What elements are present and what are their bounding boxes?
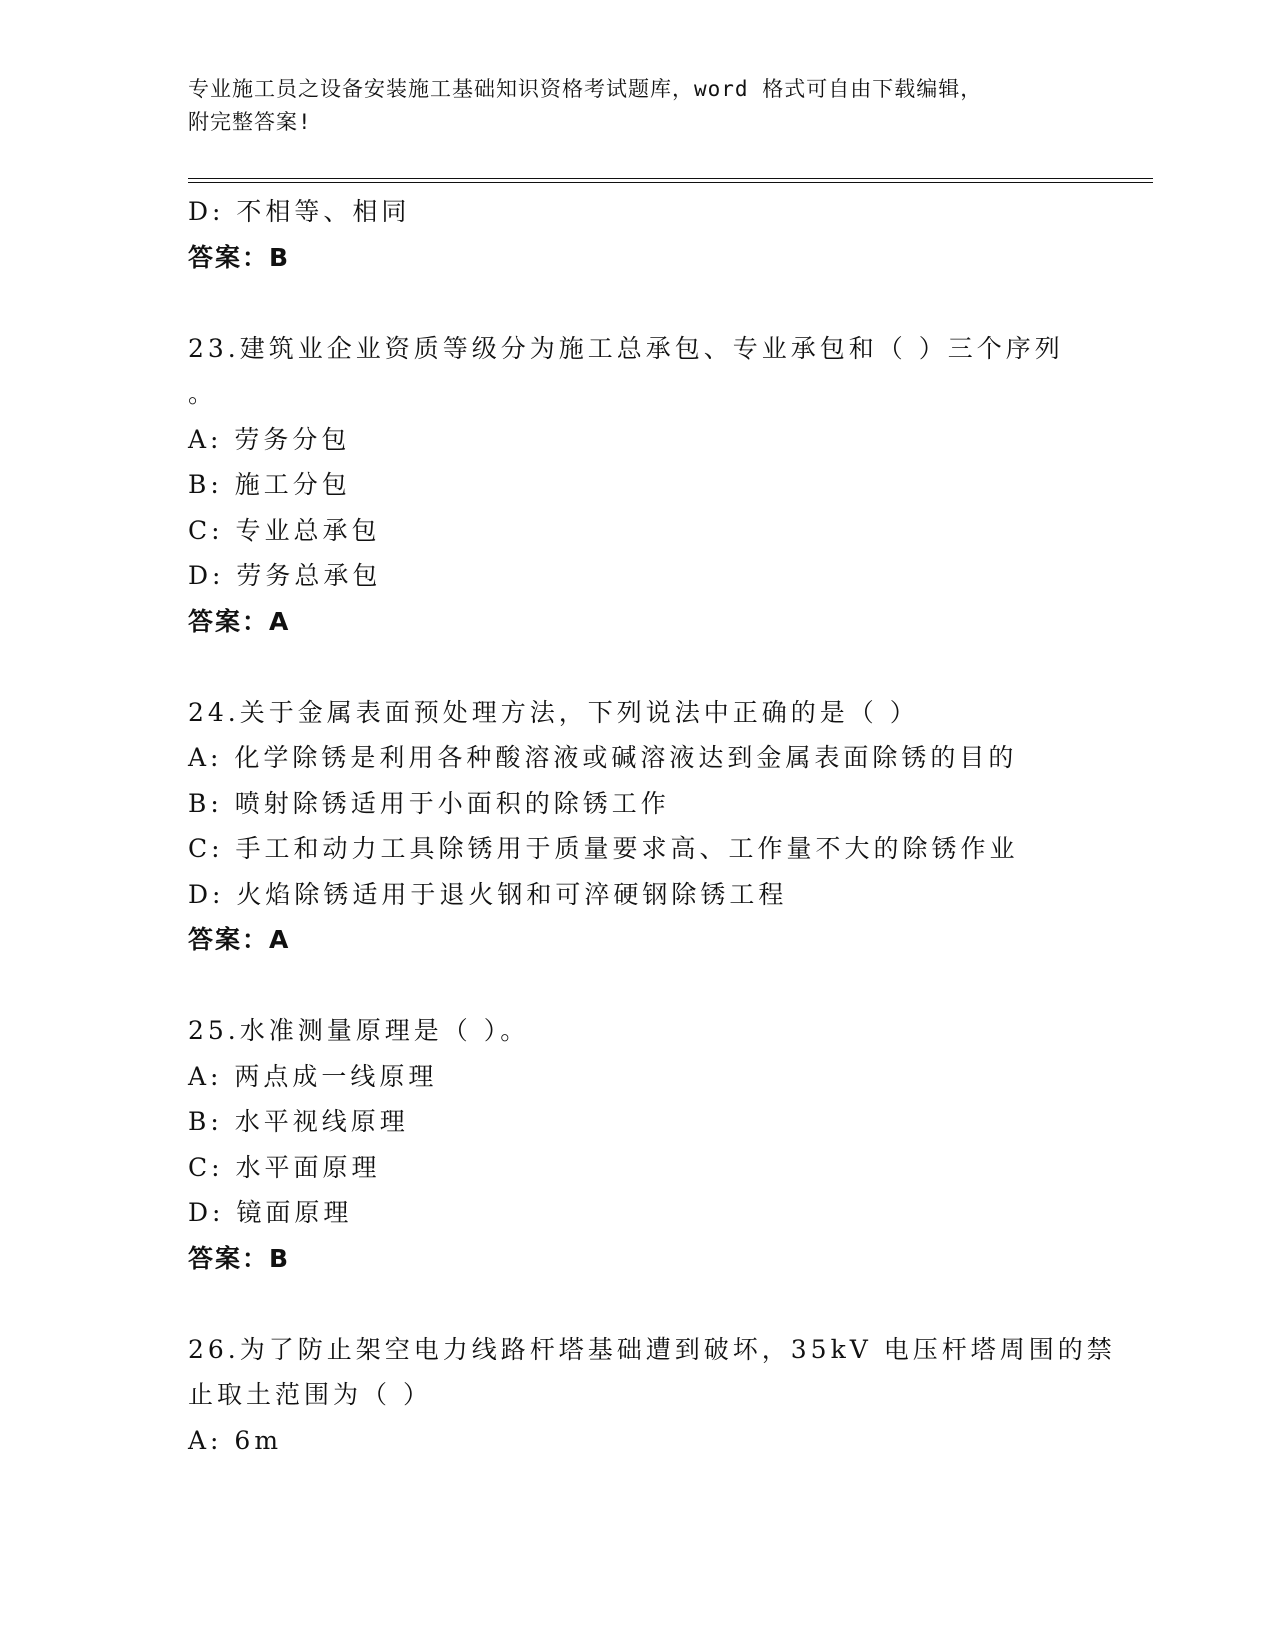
option-b: B: 喷射除锈适用于小面积的除锈工作 bbox=[188, 788, 670, 818]
option-a: A: 劳务分包 bbox=[188, 424, 351, 454]
question-stem: 24.关于金属表面预处理方法，下列说法中正确的是（ ） bbox=[188, 697, 919, 727]
option-d: D: 劳务总承包 bbox=[188, 561, 382, 590]
spacer bbox=[188, 963, 1148, 1009]
spacer bbox=[188, 280, 1148, 326]
option-a: A: 6m bbox=[188, 1425, 283, 1455]
spacer bbox=[188, 1281, 1148, 1327]
question-24 bbox=[188, 690, 1148, 1009]
option-c: C: 水平面原理 bbox=[188, 1152, 381, 1182]
question-26 bbox=[188, 1327, 1148, 1464]
answer-line: 答案：A bbox=[188, 925, 291, 954]
option-a: A: 化学除锈是利用各种酸溶液或碱溶液达到金属表面除锈的目的 bbox=[188, 743, 1018, 772]
option-c: C: 专业总承包 bbox=[188, 515, 381, 545]
spacer bbox=[188, 644, 1148, 690]
question-stem-continued: 。 bbox=[188, 379, 218, 408]
header-divider-top bbox=[188, 178, 1153, 179]
answer-line: 答案：B bbox=[188, 242, 291, 272]
header-divider-bottom bbox=[188, 182, 1153, 183]
question-stem: 26.为了防止架空电力线路杆塔基础遭到破坏，35kV 电压杆塔周围的禁 bbox=[188, 1334, 1116, 1364]
option-d: D: 火焰除锈适用于退火钢和可淬硬钢除锈工程 bbox=[188, 879, 788, 909]
answer-line: 答案：B bbox=[188, 1243, 291, 1273]
question-stem-continued: 止取土范围为（ ） bbox=[188, 1380, 432, 1409]
question-list bbox=[188, 189, 1148, 1463]
option-d: D: 不相等、相同 bbox=[188, 197, 411, 226]
question-23 bbox=[188, 326, 1148, 690]
document-header bbox=[188, 73, 1088, 139]
option-a: A: 两点成一线原理 bbox=[188, 1061, 438, 1091]
question-stem: 25.水准测量原理是（ ）。 bbox=[188, 1016, 530, 1045]
answer-line: 答案：A bbox=[188, 606, 291, 636]
option-b: B: 施工分包 bbox=[188, 470, 351, 499]
option-c: C: 手工和动力工具除锈用于质量要求高、工作量不大的除锈作业 bbox=[188, 834, 1019, 863]
question-25 bbox=[188, 1008, 1148, 1327]
question-stem: 23.建筑业企业资质等级分为施工总承包、专业承包和（ ）三个序列 bbox=[188, 333, 1064, 363]
header-line-1: 专业施工员之设备安装施工基础知识资格考试题库，word 格式可自由下载编辑， bbox=[188, 77, 983, 101]
option-d: D: 镜面原理 bbox=[188, 1198, 353, 1227]
option-b: B: 水平视线原理 bbox=[188, 1107, 409, 1136]
header-line-2: 附完整答案! bbox=[188, 110, 312, 134]
